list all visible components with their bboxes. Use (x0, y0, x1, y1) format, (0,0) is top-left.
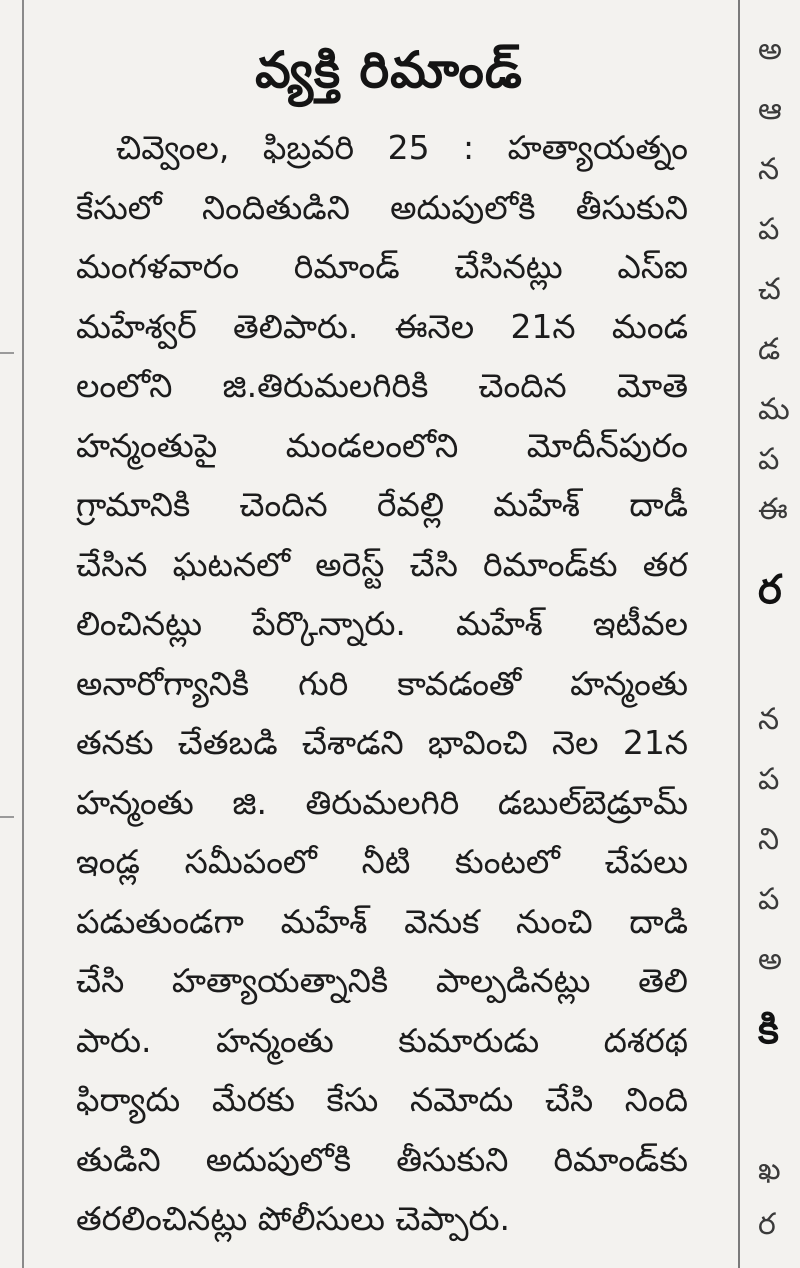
article-line: పారు. హన్మంతు కుమారుడు దశరథ (76, 1020, 688, 1060)
article-body (76, 118, 688, 1249)
next-column-fragment: ఆ (758, 92, 782, 127)
next-column-fragment: న (758, 702, 780, 737)
article-line: చివ్వెంల, ఫిబ్రవరి 25 : హత్యాయత్నం (116, 128, 688, 167)
cut-off-previous-text (60, 0, 700, 8)
left-column-rule (22, 0, 24, 1268)
next-column-fragment: ప (758, 882, 780, 917)
article-line: అనారోగ్యానికి గురి కావడంతో హన్మంతు (76, 663, 688, 703)
next-column-fragment: కి (758, 1007, 779, 1053)
article-line: మంగళవారం రిమాండ్ చేసినట్లు ఎస్ఐ (76, 247, 688, 286)
article-line: పడుతుండగా మహేశ్ వెనుక నుంచి దాడి (76, 901, 688, 941)
article-line: తరలించినట్లు పోలీసులు చెప్పారు. (76, 1199, 511, 1238)
article-line: లించినట్లు పేర్కొన్నారు. మహేశ్ ఇటీవల (76, 604, 688, 643)
next-column-fragment: అ (758, 942, 782, 977)
article-line: ఫిర్యాదు మేరకు కేసు నమోదు చేసి నింది (76, 1080, 688, 1119)
article-line: చేసిన ఘటనలో అరెస్ట్ చేసి రిమాండ్‌కు తర (76, 544, 688, 584)
article-line: తనకు చేతబడి చేశాడని భావించి నెల 21న (76, 723, 688, 762)
next-column-fragment: ని (758, 822, 780, 857)
next-column-fragment: ఈ (758, 492, 788, 527)
next-column-fragment: డ (758, 332, 781, 367)
next-column-fragment: మ (758, 392, 790, 427)
article-line: గ్రామానికి చెందిన రేవల్లి మహేశ్ దాడీ (76, 485, 688, 524)
article-line: చేసి హత్యాయత్నానికి పాల్పడినట్లు తెలి (76, 961, 688, 1000)
next-column-fragment: చ (758, 272, 781, 307)
next-column-fragment: అ (758, 32, 782, 67)
next-column-fragment: ప (758, 212, 780, 247)
next-column-fragment: ప (758, 442, 780, 477)
article-line: హన్మంతు జి. తిరుమలగిరి డబుల్‌బెడ్రూమ్ (76, 782, 688, 822)
article-line: తుడిని అదుపులోకి తీసుకుని రిమాండ్‌కు (76, 1139, 688, 1179)
article-line: హన్మంతుపై మండలంలోని మోదీన్‌పురం (76, 425, 688, 465)
next-column-fragment: న (758, 152, 780, 187)
next-column-fragment: ప (758, 762, 780, 797)
next-column-fragment: ర (758, 1207, 776, 1242)
article-line: కేసులో నిందితుడిని అదుపులోకి తీసుకుని (76, 187, 688, 227)
right-column-rule (738, 0, 740, 1268)
next-column-cut-off (758, 0, 800, 1268)
next-column-fragment: ఖ (758, 1152, 781, 1187)
article-line: ఇండ్ల సమీపంలో నీటి కుంటలో చేపలు (76, 842, 688, 881)
left-margin-tick (0, 352, 14, 354)
article-headline: వ్యక్తి రిమాండ్ (255, 41, 523, 99)
article-line: మహేశ్వర్ తెలిపారు. ఈనెల 21న మండ (76, 306, 688, 346)
left-margin-tick (0, 816, 14, 818)
next-column-fragment: ర (758, 567, 782, 613)
article-line: లంలోని జి.తిరుమలగిరికి చెందిన మోతె (76, 366, 688, 405)
